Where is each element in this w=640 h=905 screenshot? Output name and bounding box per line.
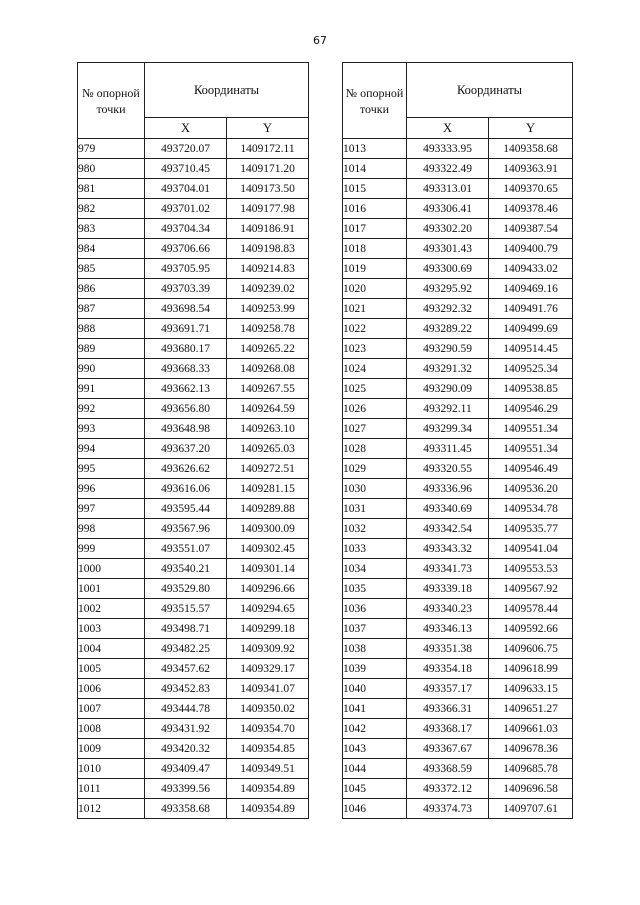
x-coordinate-cell: 493340.69 xyxy=(407,499,489,519)
y-coordinate-cell: 1409267.55 xyxy=(227,379,309,399)
x-coordinate-cell: 493291.32 xyxy=(407,359,489,379)
x-coordinate-cell: 493704.01 xyxy=(145,179,227,199)
y-coordinate-cell: 1409661.03 xyxy=(489,719,573,739)
table-row xyxy=(78,239,309,259)
y-coordinate-cell: 1409177.98 xyxy=(227,199,309,219)
y-coordinate-cell: 1409370.65 xyxy=(489,179,573,199)
point-number-cell: 998 xyxy=(78,519,145,539)
table-row xyxy=(343,739,573,759)
y-coordinate-cell: 1409309.92 xyxy=(227,639,309,659)
table-row xyxy=(343,359,573,379)
table-body-left xyxy=(78,139,309,819)
x-coordinate-cell: 493701.02 xyxy=(145,199,227,219)
y-coordinate-cell: 1409400.79 xyxy=(489,239,573,259)
table-row xyxy=(78,559,309,579)
y-coordinate-cell: 1409538.85 xyxy=(489,379,573,399)
point-number-cell: 1013 xyxy=(343,139,407,159)
y-coordinate-cell: 1409567.92 xyxy=(489,579,573,599)
y-coordinate-cell: 1409606.75 xyxy=(489,639,573,659)
x-coordinate-cell: 493322.49 xyxy=(407,159,489,179)
point-number-cell: 1028 xyxy=(343,439,407,459)
x-coordinate-cell: 493595.44 xyxy=(145,499,227,519)
x-coordinate-cell: 493705.95 xyxy=(145,259,227,279)
y-coordinate-cell: 1409535.77 xyxy=(489,519,573,539)
point-number-cell: 983 xyxy=(78,219,145,239)
y-coordinate-cell: 1409272.51 xyxy=(227,459,309,479)
y-coordinate-cell: 1409546.29 xyxy=(489,399,573,419)
point-number-cell: 1020 xyxy=(343,279,407,299)
point-number-cell: 1043 xyxy=(343,739,407,759)
y-coordinate-cell: 1409707.61 xyxy=(489,799,573,819)
x-coordinate-cell: 493290.59 xyxy=(407,339,489,359)
point-number-cell: 1016 xyxy=(343,199,407,219)
point-number-cell: 1007 xyxy=(78,699,145,719)
x-coordinate-cell: 493336.96 xyxy=(407,479,489,499)
table-row xyxy=(78,539,309,559)
y-coordinate-cell: 1409294.65 xyxy=(227,599,309,619)
table-row xyxy=(78,399,309,419)
table-row xyxy=(78,439,309,459)
table-row xyxy=(343,439,573,459)
y-coordinate-cell: 1409678.36 xyxy=(489,739,573,759)
table-row xyxy=(78,739,309,759)
table-row xyxy=(78,359,309,379)
table-row xyxy=(343,459,573,479)
x-coordinate-cell: 493300.69 xyxy=(407,259,489,279)
header-coordinates: Координаты xyxy=(145,63,309,118)
y-coordinate-cell: 1409354.89 xyxy=(227,799,309,819)
point-number-cell: 1042 xyxy=(343,719,407,739)
point-number-cell: 1038 xyxy=(343,639,407,659)
y-coordinate-cell: 1409696.58 xyxy=(489,779,573,799)
table-row xyxy=(343,539,573,559)
x-coordinate-cell: 493703.39 xyxy=(145,279,227,299)
x-coordinate-cell: 493452.83 xyxy=(145,679,227,699)
x-coordinate-cell: 493662.13 xyxy=(145,379,227,399)
table-row xyxy=(343,619,573,639)
table-row xyxy=(343,279,573,299)
point-number-cell: 985 xyxy=(78,259,145,279)
table-row xyxy=(343,139,573,159)
table-row xyxy=(343,479,573,499)
point-number-cell: 1012 xyxy=(78,799,145,819)
x-coordinate-cell: 493292.11 xyxy=(407,399,489,419)
point-number-cell: 1024 xyxy=(343,359,407,379)
x-coordinate-cell: 493290.09 xyxy=(407,379,489,399)
table-row xyxy=(78,219,309,239)
y-coordinate-cell: 1409433.02 xyxy=(489,259,573,279)
y-coordinate-cell: 1409546.49 xyxy=(489,459,573,479)
table-row xyxy=(343,599,573,619)
table-row xyxy=(78,639,309,659)
y-coordinate-cell: 1409214.83 xyxy=(227,259,309,279)
point-number-cell: 1037 xyxy=(343,619,407,639)
x-coordinate-cell: 493313.01 xyxy=(407,179,489,199)
y-coordinate-cell: 1409265.22 xyxy=(227,339,309,359)
x-coordinate-cell: 493306.41 xyxy=(407,199,489,219)
point-number-cell: 1021 xyxy=(343,299,407,319)
y-coordinate-cell: 1409299.18 xyxy=(227,619,309,639)
x-coordinate-cell: 493431.92 xyxy=(145,719,227,739)
point-number-cell: 993 xyxy=(78,419,145,439)
y-coordinate-cell: 1409301.14 xyxy=(227,559,309,579)
table-row xyxy=(78,419,309,439)
point-number-cell: 1023 xyxy=(343,339,407,359)
point-number-cell: 1045 xyxy=(343,779,407,799)
table-row xyxy=(78,139,309,159)
table-row xyxy=(343,719,573,739)
table-row xyxy=(343,219,573,239)
point-number-cell: 980 xyxy=(78,159,145,179)
y-coordinate-cell: 1409341.07 xyxy=(227,679,309,699)
table-row xyxy=(343,499,573,519)
table-body-right xyxy=(343,139,573,819)
point-number-cell: 1022 xyxy=(343,319,407,339)
y-coordinate-cell: 1409514.45 xyxy=(489,339,573,359)
x-coordinate-cell: 493706.66 xyxy=(145,239,227,259)
point-number-cell: 987 xyxy=(78,299,145,319)
point-number-cell: 982 xyxy=(78,199,145,219)
x-coordinate-cell: 493691.71 xyxy=(145,319,227,339)
point-number-cell: 1001 xyxy=(78,579,145,599)
table-row xyxy=(78,799,309,819)
x-coordinate-cell: 493498.71 xyxy=(145,619,227,639)
x-coordinate-cell: 493444.78 xyxy=(145,699,227,719)
x-coordinate-cell: 493368.59 xyxy=(407,759,489,779)
x-coordinate-cell: 493341.73 xyxy=(407,559,489,579)
table-row xyxy=(343,579,573,599)
table-row xyxy=(78,179,309,199)
x-coordinate-cell: 493333.95 xyxy=(407,139,489,159)
table-row xyxy=(343,519,573,539)
y-coordinate-cell: 1409281.15 xyxy=(227,479,309,499)
point-number-cell: 1025 xyxy=(343,379,407,399)
point-number-cell: 997 xyxy=(78,499,145,519)
x-coordinate-cell: 493358.68 xyxy=(145,799,227,819)
table-row xyxy=(78,499,309,519)
table-row xyxy=(343,339,573,359)
point-number-cell: 1036 xyxy=(343,599,407,619)
header-coordinates: Координаты xyxy=(407,63,573,118)
table-row xyxy=(78,519,309,539)
table-row xyxy=(343,199,573,219)
point-number-cell: 996 xyxy=(78,479,145,499)
point-number-cell: 1019 xyxy=(343,259,407,279)
point-number-cell: 1003 xyxy=(78,619,145,639)
x-coordinate-cell: 493648.98 xyxy=(145,419,227,439)
table-row xyxy=(78,599,309,619)
point-number-cell: 1014 xyxy=(343,159,407,179)
x-coordinate-cell: 493616.06 xyxy=(145,479,227,499)
y-coordinate-cell: 1409172.11 xyxy=(227,139,309,159)
y-coordinate-cell: 1409499.69 xyxy=(489,319,573,339)
header-point-number: № опорной точки xyxy=(78,63,145,139)
y-coordinate-cell: 1409239.02 xyxy=(227,279,309,299)
y-coordinate-cell: 1409358.68 xyxy=(489,139,573,159)
point-number-cell: 1017 xyxy=(343,219,407,239)
x-coordinate-cell: 493399.56 xyxy=(145,779,227,799)
y-coordinate-cell: 1409618.99 xyxy=(489,659,573,679)
table-row xyxy=(343,779,573,799)
table-row xyxy=(343,639,573,659)
table-row xyxy=(78,199,309,219)
x-coordinate-cell: 493339.18 xyxy=(407,579,489,599)
table-row xyxy=(78,339,309,359)
table-row xyxy=(343,159,573,179)
x-coordinate-cell: 493357.17 xyxy=(407,679,489,699)
table-row xyxy=(343,179,573,199)
y-coordinate-cell: 1409296.66 xyxy=(227,579,309,599)
x-coordinate-cell: 493704.34 xyxy=(145,219,227,239)
x-coordinate-cell: 493482.25 xyxy=(145,639,227,659)
x-coordinate-cell: 493301.43 xyxy=(407,239,489,259)
point-number-cell: 1039 xyxy=(343,659,407,679)
x-coordinate-cell: 493295.92 xyxy=(407,279,489,299)
x-coordinate-cell: 493372.12 xyxy=(407,779,489,799)
point-number-cell: 1027 xyxy=(343,419,407,439)
y-coordinate-cell: 1409268.08 xyxy=(227,359,309,379)
table-row xyxy=(343,399,573,419)
y-coordinate-cell: 1409258.78 xyxy=(227,319,309,339)
table-row xyxy=(343,759,573,779)
y-coordinate-cell: 1409541.04 xyxy=(489,539,573,559)
y-coordinate-cell: 1409534.78 xyxy=(489,499,573,519)
x-coordinate-cell: 493626.62 xyxy=(145,459,227,479)
y-coordinate-cell: 1409264.59 xyxy=(227,399,309,419)
x-coordinate-cell: 493457.62 xyxy=(145,659,227,679)
x-coordinate-cell: 493637.20 xyxy=(145,439,227,459)
table-row xyxy=(78,679,309,699)
table-row xyxy=(343,379,573,399)
x-coordinate-cell: 493289.22 xyxy=(407,319,489,339)
point-number-cell: 1000 xyxy=(78,559,145,579)
table-row xyxy=(343,679,573,699)
table-row xyxy=(78,619,309,639)
point-number-cell: 999 xyxy=(78,539,145,559)
table-row xyxy=(343,259,573,279)
point-number-cell: 1030 xyxy=(343,479,407,499)
x-coordinate-cell: 493320.55 xyxy=(407,459,489,479)
y-coordinate-cell: 1409173.50 xyxy=(227,179,309,199)
point-number-cell: 1040 xyxy=(343,679,407,699)
table-row xyxy=(343,559,573,579)
table-row xyxy=(78,299,309,319)
table-row xyxy=(343,699,573,719)
x-coordinate-cell: 493342.54 xyxy=(407,519,489,539)
point-number-cell: 1006 xyxy=(78,679,145,699)
y-coordinate-cell: 1409469.16 xyxy=(489,279,573,299)
point-number-cell: 988 xyxy=(78,319,145,339)
coordinates-table-right xyxy=(342,62,573,819)
x-coordinate-cell: 493367.67 xyxy=(407,739,489,759)
x-coordinate-cell: 493354.18 xyxy=(407,659,489,679)
table-row xyxy=(78,779,309,799)
table-row xyxy=(78,459,309,479)
y-coordinate-cell: 1409685.78 xyxy=(489,759,573,779)
y-coordinate-cell: 1409551.34 xyxy=(489,439,573,459)
table-row xyxy=(78,159,309,179)
table-row xyxy=(78,699,309,719)
point-number-cell: 1018 xyxy=(343,239,407,259)
point-number-cell: 1008 xyxy=(78,719,145,739)
point-number-cell: 979 xyxy=(78,139,145,159)
y-coordinate-cell: 1409300.09 xyxy=(227,519,309,539)
y-coordinate-cell: 1409354.85 xyxy=(227,739,309,759)
y-coordinate-cell: 1409491.76 xyxy=(489,299,573,319)
table-row xyxy=(78,259,309,279)
x-coordinate-cell: 493567.96 xyxy=(145,519,227,539)
point-number-cell: 995 xyxy=(78,459,145,479)
table-row xyxy=(78,759,309,779)
point-number-cell: 1031 xyxy=(343,499,407,519)
page-number: 67 xyxy=(313,34,327,47)
table-row xyxy=(78,659,309,679)
y-coordinate-cell: 1409578.44 xyxy=(489,599,573,619)
y-coordinate-cell: 1409350.02 xyxy=(227,699,309,719)
point-number-cell: 1005 xyxy=(78,659,145,679)
x-coordinate-cell: 493299.34 xyxy=(407,419,489,439)
x-coordinate-cell: 493710.45 xyxy=(145,159,227,179)
y-coordinate-cell: 1409387.54 xyxy=(489,219,573,239)
y-coordinate-cell: 1409302.45 xyxy=(227,539,309,559)
y-coordinate-cell: 1409551.34 xyxy=(489,419,573,439)
point-number-cell: 1032 xyxy=(343,519,407,539)
header-x: X xyxy=(407,118,489,139)
x-coordinate-cell: 493340.23 xyxy=(407,599,489,619)
y-coordinate-cell: 1409378.46 xyxy=(489,199,573,219)
x-coordinate-cell: 493720.07 xyxy=(145,139,227,159)
point-number-cell: 986 xyxy=(78,279,145,299)
table-row xyxy=(78,379,309,399)
x-coordinate-cell: 493351.38 xyxy=(407,639,489,659)
y-coordinate-cell: 1409633.15 xyxy=(489,679,573,699)
x-coordinate-cell: 493515.57 xyxy=(145,599,227,619)
x-coordinate-cell: 493409.47 xyxy=(145,759,227,779)
header-x: X xyxy=(145,118,227,139)
point-number-cell: 989 xyxy=(78,339,145,359)
point-number-cell: 1033 xyxy=(343,539,407,559)
x-coordinate-cell: 493343.32 xyxy=(407,539,489,559)
point-number-cell: 1034 xyxy=(343,559,407,579)
x-coordinate-cell: 493292.32 xyxy=(407,299,489,319)
point-number-cell: 991 xyxy=(78,379,145,399)
y-coordinate-cell: 1409263.10 xyxy=(227,419,309,439)
y-coordinate-cell: 1409198.83 xyxy=(227,239,309,259)
x-coordinate-cell: 493680.17 xyxy=(145,339,227,359)
header-y: Y xyxy=(227,118,309,139)
y-coordinate-cell: 1409171.20 xyxy=(227,159,309,179)
point-number-cell: 994 xyxy=(78,439,145,459)
table-row xyxy=(343,299,573,319)
y-coordinate-cell: 1409536.20 xyxy=(489,479,573,499)
x-coordinate-cell: 493311.45 xyxy=(407,439,489,459)
point-number-cell: 1026 xyxy=(343,399,407,419)
y-coordinate-cell: 1409265.03 xyxy=(227,439,309,459)
table-row xyxy=(343,319,573,339)
table-row xyxy=(343,419,573,439)
point-number-cell: 1029 xyxy=(343,459,407,479)
y-coordinate-cell: 1409651.27 xyxy=(489,699,573,719)
x-coordinate-cell: 493540.21 xyxy=(145,559,227,579)
x-coordinate-cell: 493346.13 xyxy=(407,619,489,639)
y-coordinate-cell: 1409354.70 xyxy=(227,719,309,739)
x-coordinate-cell: 493374.73 xyxy=(407,799,489,819)
y-coordinate-cell: 1409363.91 xyxy=(489,159,573,179)
coordinates-table-left xyxy=(77,62,309,819)
table-row xyxy=(78,579,309,599)
y-coordinate-cell: 1409592.66 xyxy=(489,619,573,639)
x-coordinate-cell: 493529.80 xyxy=(145,579,227,599)
point-number-cell: 1002 xyxy=(78,599,145,619)
point-number-cell: 990 xyxy=(78,359,145,379)
x-coordinate-cell: 493698.54 xyxy=(145,299,227,319)
table-row xyxy=(343,659,573,679)
table-row xyxy=(78,719,309,739)
x-coordinate-cell: 493368.17 xyxy=(407,719,489,739)
y-coordinate-cell: 1409289.88 xyxy=(227,499,309,519)
point-number-cell: 981 xyxy=(78,179,145,199)
table-row xyxy=(78,279,309,299)
table-row xyxy=(343,799,573,819)
point-number-cell: 1044 xyxy=(343,759,407,779)
y-coordinate-cell: 1409525.34 xyxy=(489,359,573,379)
x-coordinate-cell: 493551.07 xyxy=(145,539,227,559)
y-coordinate-cell: 1409253.99 xyxy=(227,299,309,319)
table-row xyxy=(343,239,573,259)
y-coordinate-cell: 1409553.53 xyxy=(489,559,573,579)
header-point-number: № опорной точки xyxy=(343,63,407,139)
y-coordinate-cell: 1409186.91 xyxy=(227,219,309,239)
point-number-cell: 1004 xyxy=(78,639,145,659)
point-number-cell: 1035 xyxy=(343,579,407,599)
point-number-cell: 992 xyxy=(78,399,145,419)
y-coordinate-cell: 1409349.51 xyxy=(227,759,309,779)
header-y: Y xyxy=(489,118,573,139)
point-number-cell: 1041 xyxy=(343,699,407,719)
point-number-cell: 1010 xyxy=(78,759,145,779)
x-coordinate-cell: 493420.32 xyxy=(145,739,227,759)
point-number-cell: 1009 xyxy=(78,739,145,759)
x-coordinate-cell: 493668.33 xyxy=(145,359,227,379)
x-coordinate-cell: 493302.20 xyxy=(407,219,489,239)
point-number-cell: 1011 xyxy=(78,779,145,799)
point-number-cell: 1046 xyxy=(343,799,407,819)
table-row xyxy=(78,319,309,339)
y-coordinate-cell: 1409354.89 xyxy=(227,779,309,799)
y-coordinate-cell: 1409329.17 xyxy=(227,659,309,679)
x-coordinate-cell: 493366.31 xyxy=(407,699,489,719)
point-number-cell: 1015 xyxy=(343,179,407,199)
table-row xyxy=(78,479,309,499)
point-number-cell: 984 xyxy=(78,239,145,259)
x-coordinate-cell: 493656.80 xyxy=(145,399,227,419)
